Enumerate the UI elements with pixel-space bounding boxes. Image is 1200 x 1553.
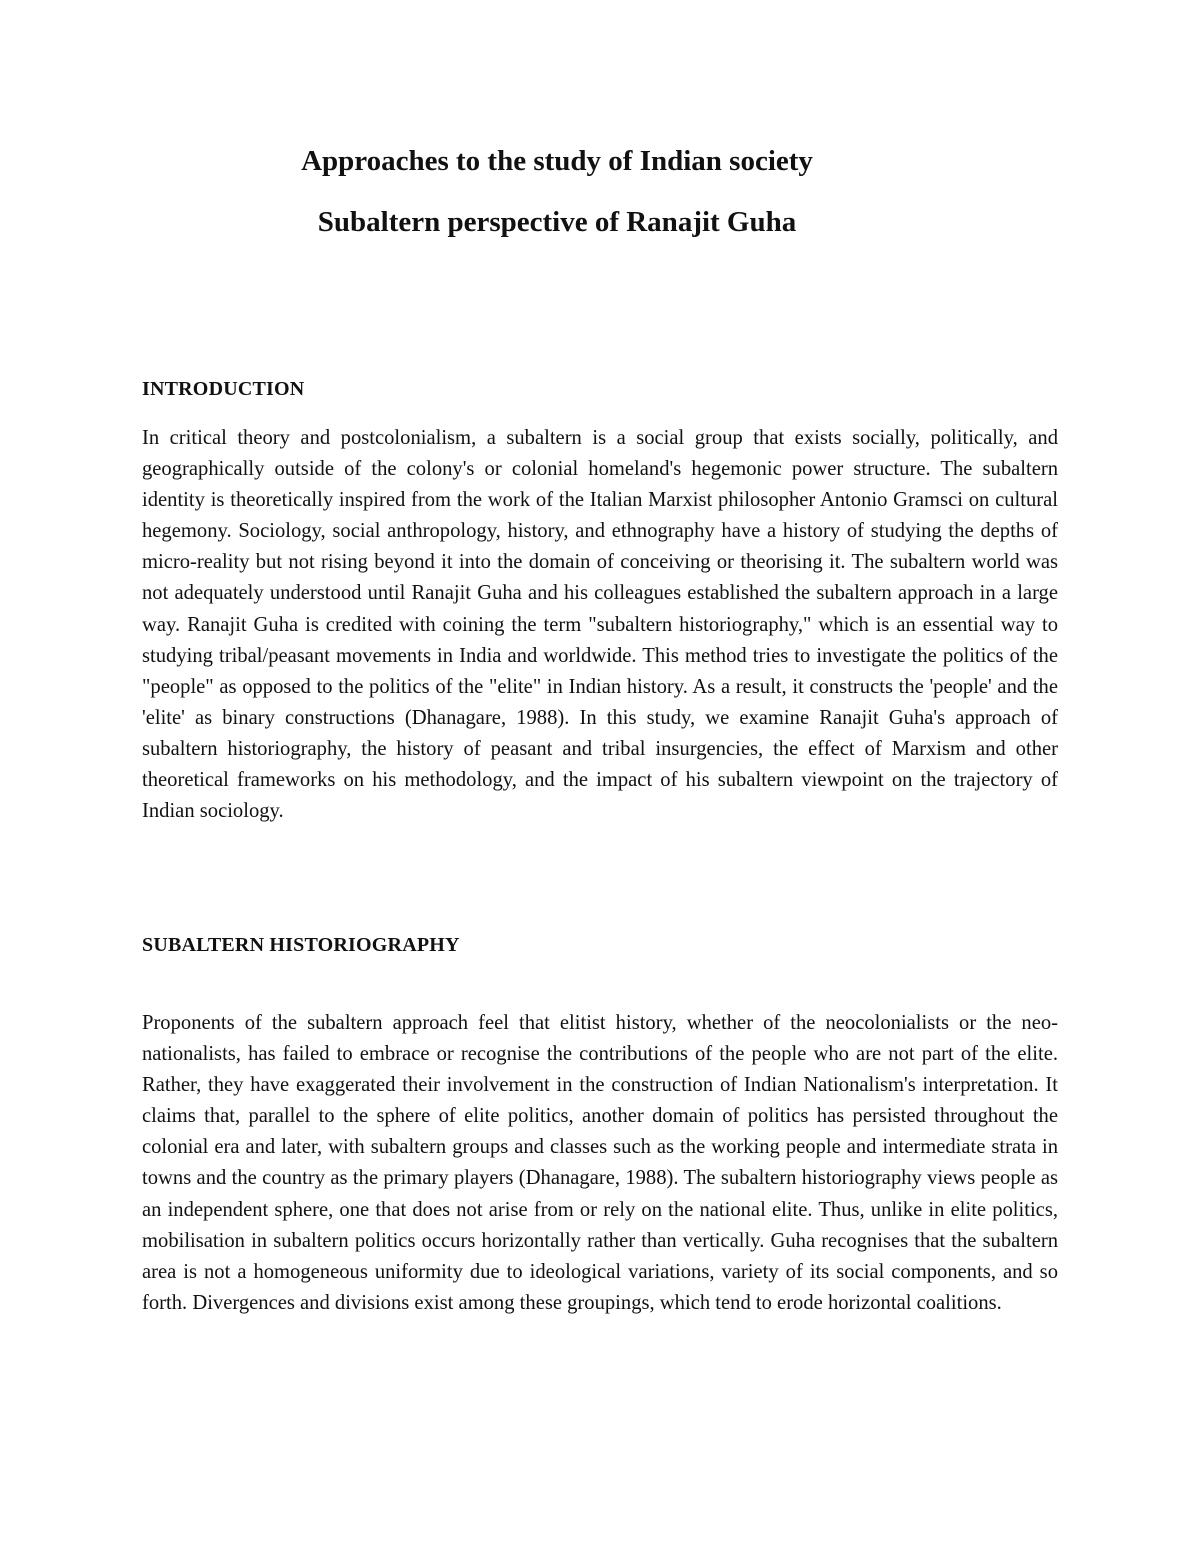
section-body-introduction: In critical theory and postcolonialism, a subaltern is a social group that exists socially, politically, and geographically outside of the colony's or colonial homeland's hegemonic power structure. The subaltern identity is theoretically inspired from the work of the Italian Marxist philosopher Antonio Gramsci on cultural hegemony. Sociology, social anthropology, history, and ethnography have a history of studying the depths of micro-reality but not rising beyond it into the domain of conceiving or theorising it. The subaltern world was not adequately understood until Ranajit Guha and his colleagues established the subaltern approach in a large way. Ranajit Guha is credited with coining the term "subaltern historiography," which is an essential way to studying tribal/peasant movements in India and worldwide. This method tries to investigate the politics of the "people" as opposed to the politics of the "elite" in Indian history. As a result, it constructs the 'people' and the 'elite' as binary constructions (Dhanagare, 1988). In this study, we examine Ranajit Guha's approach of subaltern historiography, the history of peasant and tribal insurgencies, the effect of Marxism and other theoretical frameworks on his methodology, and the impact of his subaltern viewpoint on the trajectory of Indian sociology. xyxy=(142,427,1058,823)
section-body-subaltern-historiography: Proponents of the subaltern approach feel that elitist history, whether of the neocolonialists or the neo-nationalists, has failed to embrace or recognise the contributions of the people who are not part of the elite. Rather, they have exaggerated their involvement in the construction of Indian Nationalism's interpretation. It claims that, parallel to the sphere of elite politics, another domain of politics has persisted throughout the colonial era and later, with subaltern groups and classes such as the working people and intermediate strata in towns and the country as the primary players (Dhanagare, 1988). The subaltern historiography views people as an independent sphere, one that does not arise from or rely on the national elite. Thus, unlike in elite politics, mobilisation in subaltern politics occurs horizontally rather than vertically. Guha recognises that the subaltern area is not a homogeneous uniformity due to ideological variations, variety of its social components, and so forth. Divergences and divisions exist among these groupings, which tend to erode horizontal coalitions. xyxy=(142,1012,1058,1314)
section-heading-subaltern-historiography: SUBALTERN HISTORIOGRAPHY xyxy=(142,934,460,956)
section-heading-introduction: INTRODUCTION xyxy=(142,378,305,400)
document-title: Approaches to the study of Indian society xyxy=(301,145,813,177)
document-subtitle: Subaltern perspective of Ranajit Guha xyxy=(317,206,797,238)
